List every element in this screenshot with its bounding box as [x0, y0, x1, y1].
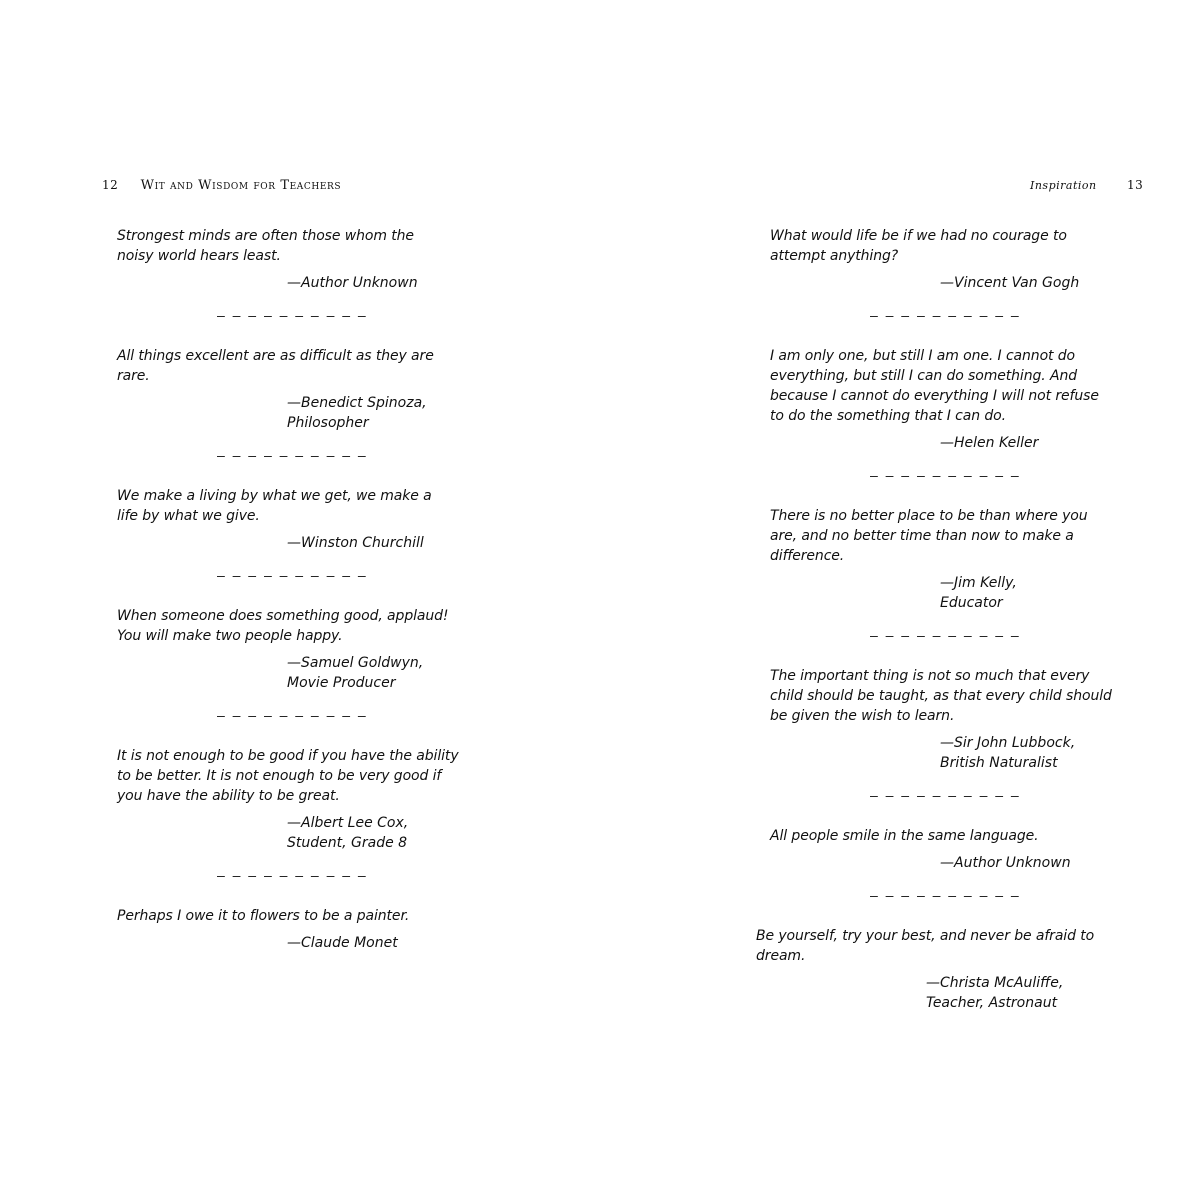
quote-attribution: —Winston Churchill [287, 535, 424, 551]
quote-attribution: —Sir John Lubbock, British Naturalist [940, 735, 1076, 771]
quote-entry [117, 906, 477, 953]
quote-attribution: —Benedict Spinoza, Philosopher [287, 395, 427, 431]
quote-divider: – – – – – – – – – – [217, 869, 366, 884]
quote-divider: – – – – – – – – – – [870, 889, 1019, 904]
quote-entry [117, 746, 477, 853]
left-running-head [102, 178, 341, 193]
quote-text: What would life be if we had no courage to attempt anything? [770, 228, 1067, 264]
quote-entry [756, 926, 1130, 1013]
right-quote-column [756, 226, 1130, 1013]
quote-entry [117, 346, 477, 433]
section-title: Inspiration [1030, 179, 1097, 192]
quote-divider: – – – – – – – – – – [217, 449, 366, 464]
quote-text: There is no better place to be than where you are, and no better time than now to make a difference. [770, 508, 1088, 564]
right-running-head [1030, 178, 1143, 192]
quote-text: All things excellent are as difficult as they are rare. [117, 348, 434, 384]
quote-divider: – – – – – – – – – – [870, 789, 1019, 804]
quote-text: Strongest minds are often those whom the noisy world hears least. [117, 228, 414, 264]
quote-text: Perhaps I owe it to flowers to be a painter. [117, 908, 410, 924]
right-page [600, 0, 1200, 1200]
quote-text: It is not enough to be good if you have the ability to be better. It is not enough to be very good if you have the ability to be great. [117, 748, 459, 804]
quote-divider: – – – – – – – – – – [217, 569, 366, 584]
quote-entry [770, 226, 1130, 293]
quote-attribution: —Christa McAuliffe, Teacher, Astronaut [926, 975, 1064, 1011]
quote-attribution: —Author Unknown [940, 855, 1071, 871]
book-title: Wit and Wisdom for Teachers [140, 178, 342, 193]
quote-attribution: —Jim Kelly, Educator [940, 575, 1017, 611]
quote-text: We make a living by what we get, we make a life by what we give. [117, 488, 432, 524]
quote-entry [770, 506, 1130, 613]
left-quote-column [117, 226, 477, 953]
quote-attribution: —Albert Lee Cox, Student, Grade 8 [287, 815, 409, 851]
quote-text: Be yourself, try your best, and never be afraid to dream. [756, 928, 1095, 964]
quote-divider: – – – – – – – – – – [870, 309, 1019, 324]
quote-attribution: —Vincent Van Gogh [940, 275, 1080, 291]
quote-entry [117, 226, 477, 293]
quote-attribution: —Author Unknown [287, 275, 418, 291]
quote-entry [117, 486, 477, 553]
quote-entry [117, 606, 477, 693]
quote-text: All people smile in the same language. [770, 828, 1039, 844]
left-page-number: 12 [102, 178, 119, 192]
quote-entry [770, 826, 1130, 873]
quote-divider: – – – – – – – – – – [870, 469, 1019, 484]
quote-divider: – – – – – – – – – – [870, 629, 1019, 644]
quote-text: The important thing is not so much that every child should be taught, as that every child should be given the wish to learn. [770, 668, 1112, 724]
quote-attribution: —Helen Keller [940, 435, 1039, 451]
right-page-number: 13 [1126, 178, 1144, 192]
quote-divider: – – – – – – – – – – [217, 309, 366, 324]
quote-text: When someone does something good, applaud! You will make two people happy. [117, 608, 449, 644]
quote-entry [770, 346, 1130, 453]
quote-entry [770, 666, 1130, 773]
quote-divider: – – – – – – – – – – [217, 709, 366, 724]
quote-attribution: —Claude Monet [287, 935, 398, 951]
quote-attribution: —Samuel Goldwyn, Movie Producer [287, 655, 424, 691]
quote-text: I am only one, but still I am one. I cannot do everything, but still I can do something. And because I cannot do everything I will not refuse to do the something that I can do. [770, 348, 1099, 424]
